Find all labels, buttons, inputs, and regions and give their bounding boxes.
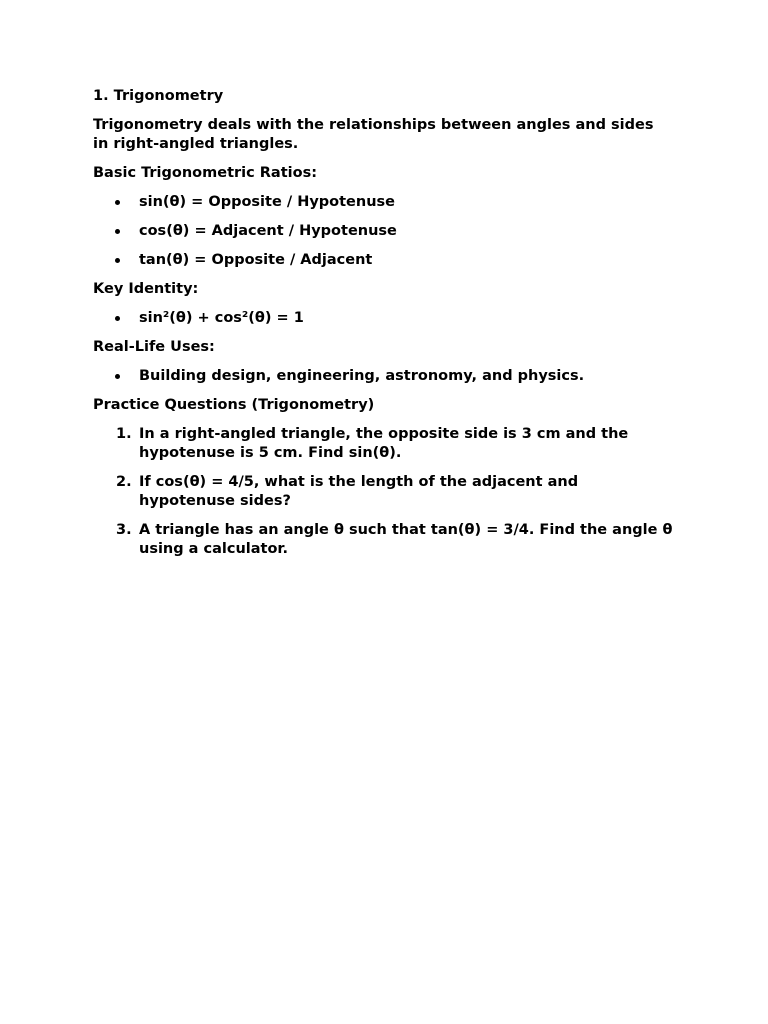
identity-list bbox=[93, 309, 673, 328]
question-text: If cos(θ) = 4/5, what is the length of the adjacent and hypotenuse sides? bbox=[139, 474, 579, 509]
list-item bbox=[93, 222, 673, 241]
bullet-icon bbox=[115, 229, 120, 234]
uses-heading: Real-Life Uses: bbox=[93, 339, 215, 355]
ratio-text: tan(θ) = Opposite / Adjacent bbox=[139, 252, 373, 268]
question-number: 3. bbox=[116, 522, 132, 538]
ratio-text: sin(θ) = Opposite / Hypotenuse bbox=[139, 194, 395, 210]
identity-text: sin²(θ) + cos²(θ) = 1 bbox=[139, 310, 304, 326]
question-number: 2. bbox=[116, 474, 132, 490]
list-item bbox=[93, 251, 673, 270]
use-text: Building design, engineering, astronomy, and physics. bbox=[139, 368, 585, 384]
uses-list bbox=[93, 367, 673, 386]
ratios-list bbox=[93, 193, 673, 270]
bullet-icon bbox=[115, 374, 120, 379]
list-item bbox=[93, 193, 673, 212]
list-item bbox=[93, 309, 673, 328]
document-page bbox=[93, 87, 673, 569]
question-text: A triangle has an angle θ such that tan(θ) = 3/4. Find the angle θ using a calculator. bbox=[139, 522, 673, 557]
ratios-heading: Basic Trigonometric Ratios: bbox=[93, 165, 318, 181]
list-item bbox=[93, 521, 673, 559]
bullet-icon bbox=[115, 316, 120, 321]
bullet-icon bbox=[115, 258, 120, 263]
practice-heading: Practice Questions (Trigonometry) bbox=[93, 397, 375, 413]
intro-paragraph: Trigonometry deals with the relationships between angles and sides in right-angled triangles. bbox=[93, 117, 654, 152]
question-number: 1. bbox=[116, 426, 132, 442]
bullet-icon bbox=[115, 200, 120, 205]
section-heading: 1. Trigonometry bbox=[93, 88, 224, 104]
list-item bbox=[93, 473, 673, 511]
list-item bbox=[93, 367, 673, 386]
identity-heading: Key Identity: bbox=[93, 281, 199, 297]
list-item bbox=[93, 425, 673, 463]
ratio-text: cos(θ) = Adjacent / Hypotenuse bbox=[139, 223, 397, 239]
questions-list bbox=[93, 425, 673, 559]
question-text: In a right-angled triangle, the opposite side is 3 cm and the hypotenuse is 5 cm. Find sin(θ). bbox=[139, 426, 629, 461]
